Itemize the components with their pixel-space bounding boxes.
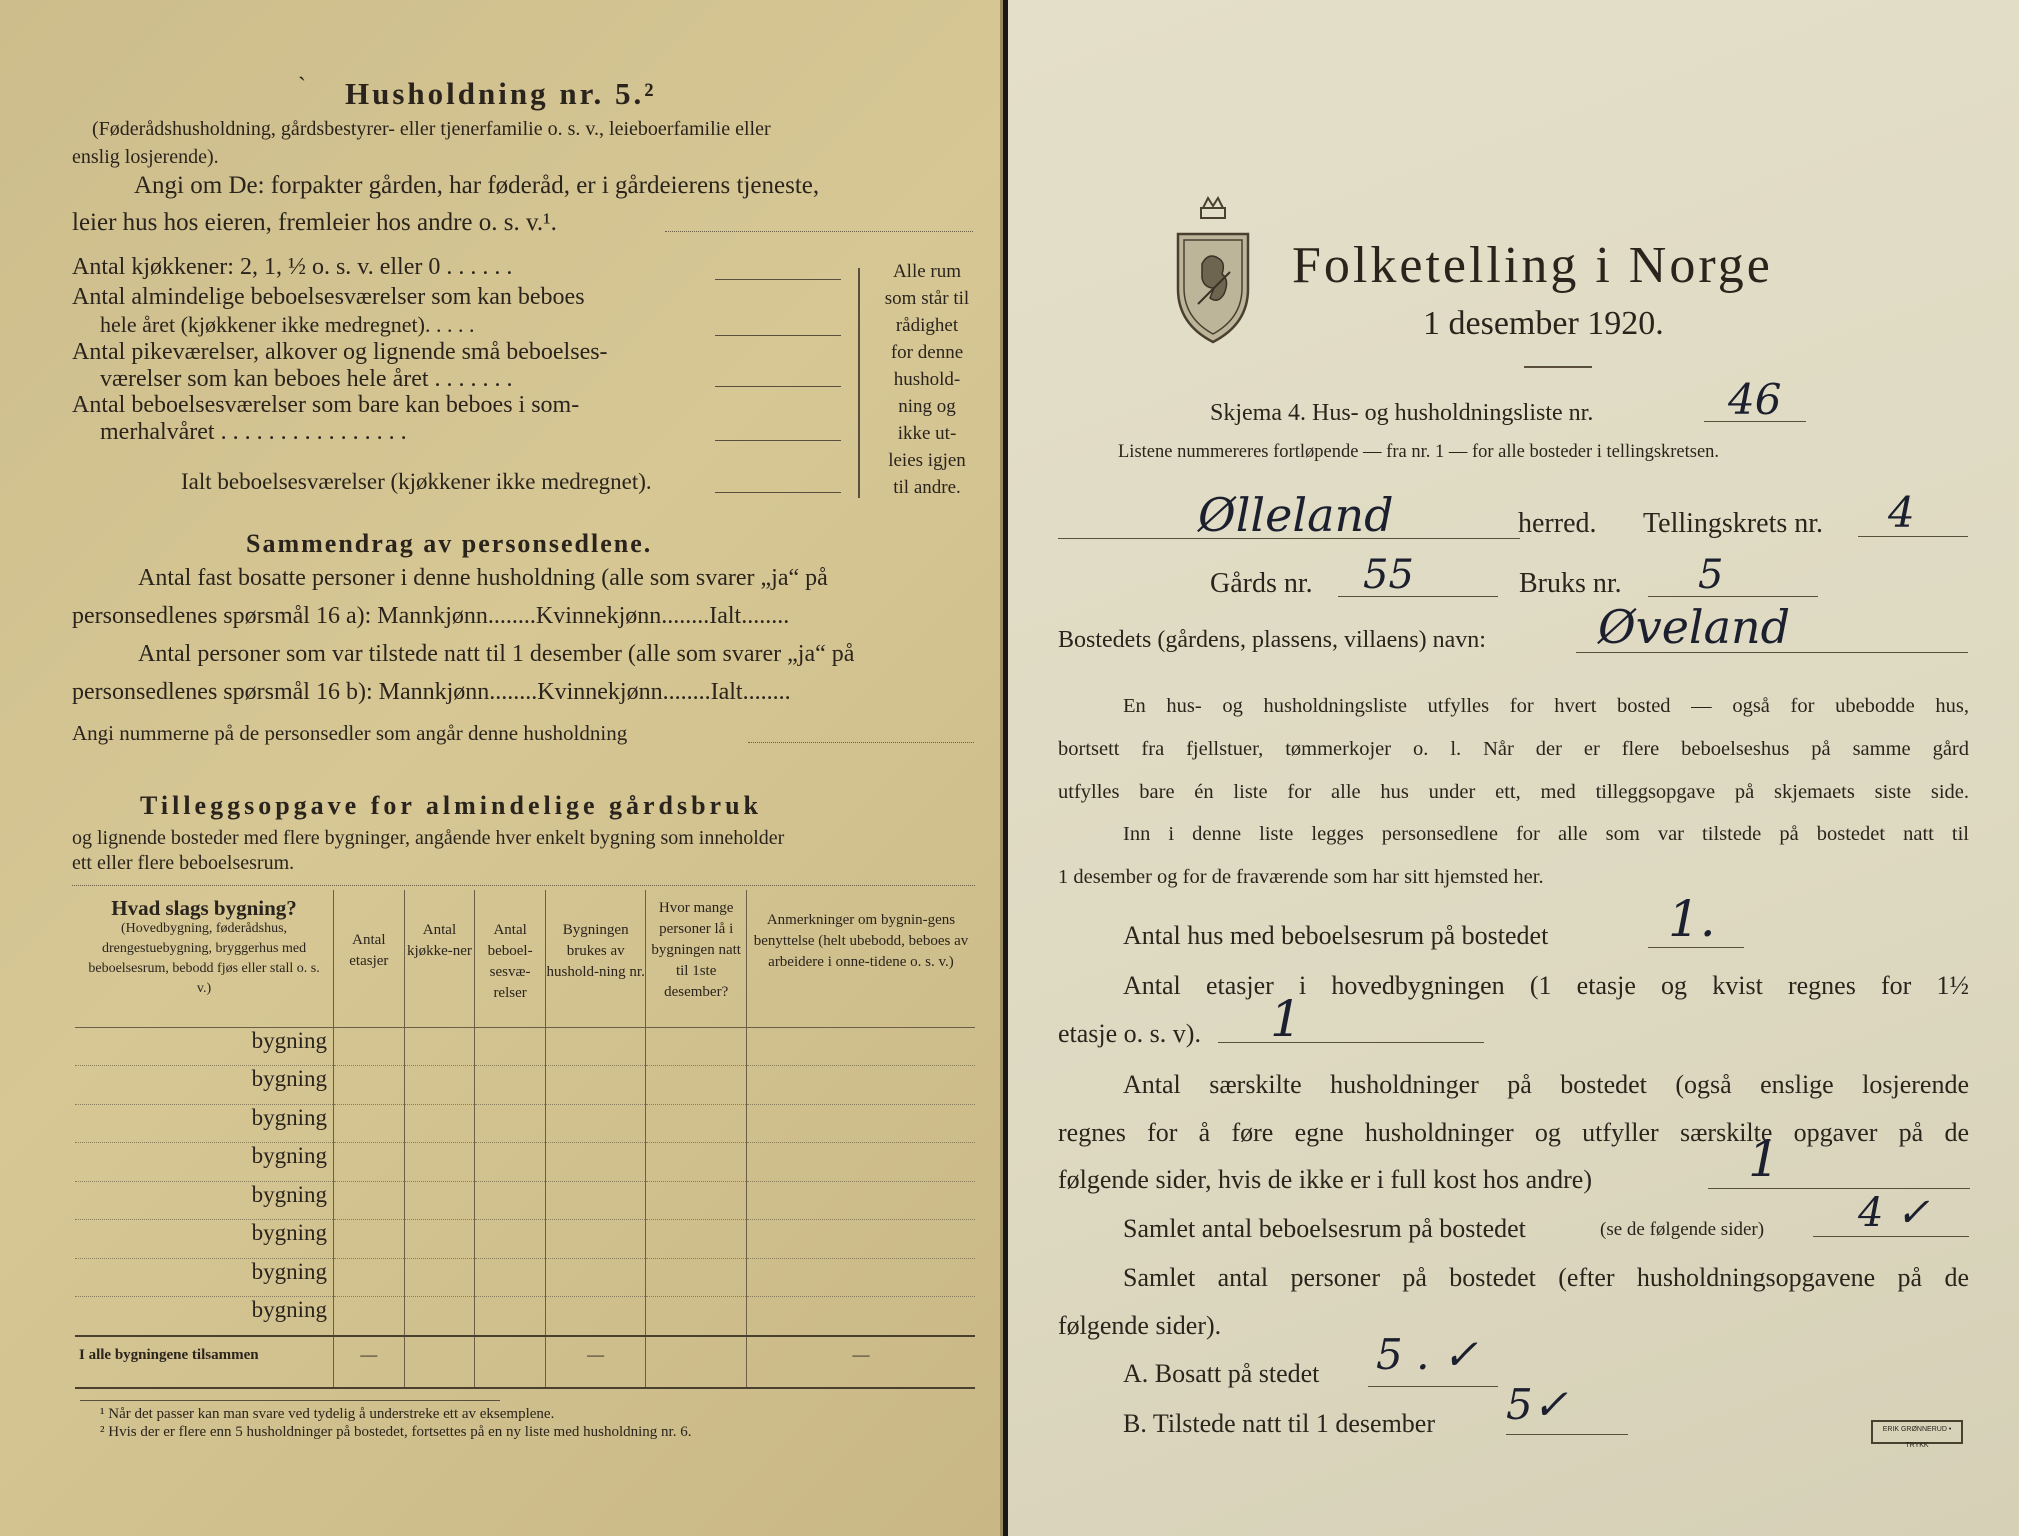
- total-dash: —: [746, 1336, 975, 1388]
- angi-fill: [665, 231, 973, 232]
- rooms-summer-2: merhalvåret . . . . . . . . . . . . . . . .: [100, 419, 407, 445]
- q-households-1: Antal særskilte husholdninger på bostedet (også enslige losjerende: [1123, 1070, 1969, 1099]
- col-building-type: [75, 890, 334, 1027]
- table-row: [75, 1104, 975, 1143]
- herred-label: herred.: [1518, 508, 1597, 539]
- q-present: B. Tilstede natt til 1 desember: [1123, 1409, 1435, 1438]
- table-row: [75, 1297, 975, 1336]
- footnote-2: ² Hvis der er flere enn 5 husholdninger på bostedet, fortsettes på en ny liste med husholdning nr. 6.: [100, 1424, 692, 1440]
- row-label: bygning: [75, 1220, 334, 1259]
- summary-title: Sammendrag av personsedlene.: [246, 529, 653, 558]
- side-note-line: leies igjen: [888, 450, 966, 471]
- row-label: bygning: [75, 1143, 334, 1182]
- printer-stamp: ERIK GRØNNERUD • TRYKK: [1871, 1420, 1963, 1444]
- table-row: [75, 1066, 975, 1105]
- row-label: bygning: [75, 1066, 334, 1105]
- supplement-rule: [72, 885, 975, 886]
- table-row: [75, 1143, 975, 1182]
- table-total-row: [75, 1336, 975, 1388]
- gards-label: Gårds nr.: [1210, 568, 1313, 599]
- q-households-2: regnes for å føre egne husholdninger og utfyller særskilte opgaver på de: [1058, 1118, 1969, 1147]
- q-floors-1: Antal etasjer i hovedbygningen (1 etasje og kvist regnes for 1½: [1123, 971, 1969, 1000]
- bruks-field: [1648, 596, 1818, 597]
- bruks-label: Bruks nr.: [1519, 568, 1622, 599]
- supplement-intro-1: og lignende bosteder med flere bygninger, angående hver enkelt bygning som inneholder: [72, 827, 785, 849]
- summary-line-2: personsedlenes spørsmål 16 a): Mannkjønn........Kvinnekjønn........Ialt........: [72, 603, 790, 629]
- row-label: bygning: [75, 1297, 334, 1336]
- q-resident-field: [1368, 1386, 1498, 1387]
- table-row: [75, 1258, 975, 1297]
- q-rooms-field: [1813, 1236, 1969, 1237]
- rooms-small-1: Antal pikeværelser, alkover og lignende små beboelses-: [72, 339, 608, 365]
- rooms-ordinary-2: hele året (kjøkkener ikke medregnet). . . . .: [100, 312, 475, 337]
- col-building-type-title: Hvad slags bygning?: [111, 896, 297, 920]
- household-intro-2: enslig losjerende).: [72, 146, 219, 168]
- side-note-line: til andre.: [893, 477, 961, 498]
- info-line-3: utfylles bare én liste for alle hus under ett, med tilleggsopgave på skjemaets siste side.: [1058, 781, 1969, 803]
- q-rooms-note: (se de følgende sider): [1600, 1219, 1765, 1240]
- side-note-line: ikke ut-: [897, 423, 957, 444]
- left-mark: `: [298, 74, 306, 100]
- total-dash: —: [334, 1336, 405, 1388]
- side-note-line: Alle rum: [892, 261, 962, 282]
- q-persons-2: følgende sider).: [1058, 1311, 1222, 1340]
- total-label: I alle bygningene tilsammen: [75, 1336, 334, 1388]
- q-persons-1: Samlet antal personer på bostedet (efter husholdningsopgavene på de: [1123, 1263, 1969, 1292]
- summary-numbers-fill: [748, 742, 974, 743]
- q-households-3: følgende sider, hvis de ikke er i full kost hos andre): [1058, 1165, 1592, 1194]
- side-note-line: hushold-: [893, 369, 961, 390]
- summary-line-1: Antal fast bosatte personer i denne husholdning (alle som svarer „ja“ på: [138, 565, 828, 591]
- summary-line-5: Angi nummerne på de personsedler som angår denne husholdning: [72, 721, 628, 745]
- right-page: [1008, 0, 2019, 1536]
- side-note: [872, 258, 982, 501]
- total-dash: —: [545, 1336, 646, 1388]
- row-label: bygning: [75, 1104, 334, 1143]
- schema-nr-value: 46: [1728, 375, 1782, 424]
- col-household-nr: Bygningen brukes av hushold-ning nr.: [545, 890, 646, 1027]
- col-remarks: Anmerkninger om bygnin-gens benyttelse (helt ubebodd, beboes av arbeidere i onne-tidene o. s. v.): [746, 890, 975, 1027]
- rooms-kitchens: Antal kjøkkener: 2, 1, ½ o. s. v. eller 0 . . . . . .: [72, 254, 513, 280]
- rooms-total-fill: [715, 492, 841, 493]
- angi-line-1: Angi om De: forpakter gården, har føderåd, er i gårdeierens tjeneste,: [134, 172, 820, 199]
- herred-value: Ølleland: [1198, 488, 1394, 542]
- col-persons: Hvor mange personer lå i bygningen natt til 1ste desember?: [646, 890, 747, 1027]
- info-line-1: En hus- og husholdningsliste utfylles for hvert bosted — også for ubebodde hus,: [1123, 695, 1969, 717]
- angi-line-2: leier hus hos eieren, fremleier hos andre o. s. v.¹.: [72, 209, 557, 236]
- left-page: [0, 0, 1003, 1536]
- gards-field: [1338, 596, 1498, 597]
- census-date: 1 desember 1920.: [1423, 305, 1664, 342]
- q-present-field: [1506, 1434, 1628, 1435]
- household-intro-1: (Føderådshusholdning, gårdsbestyrer- eller tjenerfamilie o. s. v., leieboerfamilie eller: [92, 118, 771, 140]
- household-title: Husholdning nr. 5.²: [345, 76, 657, 111]
- krets-label: Tellingskrets nr.: [1643, 508, 1824, 539]
- q-rooms: Samlet antal beboelsesrum på bostedet: [1123, 1214, 1526, 1243]
- info-line-4: Inn i denne liste legges personsedlene for alle som var tilstede på bostedet natt til: [1123, 823, 1969, 845]
- table-row: [75, 1220, 975, 1259]
- a-present: 5✓: [1506, 1380, 1568, 1429]
- krets-value: 4: [1888, 488, 1915, 537]
- side-note-line: som står til: [884, 288, 970, 309]
- row-label: bygning: [75, 1027, 334, 1066]
- info-line-2: bortsett fra fjellstuer, tømmerkojer o. l. Når der er flere beboelseshus på samme gård: [1058, 738, 1969, 760]
- rooms-kitchens-fill: [715, 279, 841, 280]
- schema-label: Skjema 4. Hus- og husholdningsliste nr.: [1210, 400, 1594, 426]
- side-note-line: for denne: [890, 342, 964, 363]
- q-resident: A. Bosatt på stedet: [1123, 1359, 1320, 1388]
- side-note-line: rådighet: [895, 315, 959, 336]
- rooms-summer-1: Antal beboelsesværelser som bare kan beboes i som-: [72, 392, 580, 418]
- col-rooms: Antal beboel-sesvæ-relser: [475, 890, 546, 1027]
- side-note-line: ning og: [898, 396, 956, 417]
- rooms-summer-fill: [715, 440, 841, 441]
- rooms-ordinary-1: Antal almindelige beboelsesværelser som kan beboes: [72, 284, 585, 310]
- numbering-note: Listene nummereres fortløpende — fra nr. 1 — for alle bosteder i tellingskretsen.: [1118, 442, 1720, 462]
- q-households-field: [1708, 1188, 1970, 1189]
- summary-line-3: Antal personer som var tilstede natt til 1 desember (alle som svarer „ja“ på: [138, 641, 855, 667]
- bruks-value: 5: [1698, 552, 1724, 598]
- col-building-type-sub: (Hovedbygning, føderådshus, drengestuebygning, bryggerhus med beboelsesrum, bebodd fjøs eller stall o. s. v.): [88, 921, 320, 996]
- supplement-intro-2: ett eller flere beboelsesrum.: [72, 852, 295, 874]
- footnote-1: ¹ Når det passer kan man svare ved tydelig å understreke ett av eksemplene.: [100, 1406, 555, 1422]
- info-line-5: 1 desember og for de fraværende som har sitt hjemsted her.: [1058, 866, 1544, 888]
- a-resident: 5 . ✓: [1376, 1330, 1478, 1379]
- q-houses: Antal hus med beboelsesrum på bostedet: [1123, 921, 1549, 950]
- bosted-value: Øveland: [1598, 600, 1791, 654]
- col-kitchens: Antal kjøkke-ner: [404, 890, 475, 1027]
- rooms-ordinary-fill: [715, 335, 841, 336]
- row-label: bygning: [75, 1258, 334, 1297]
- row-label: bygning: [75, 1181, 334, 1220]
- col-floors: Antal etasjer: [334, 890, 405, 1027]
- title-rule: [1524, 366, 1592, 368]
- footnote-rule: [80, 1400, 500, 1401]
- a-houses: 1.: [1668, 890, 1716, 948]
- buildings-table: [75, 890, 975, 1389]
- q-floors-2: etasje o. s. v).: [1058, 1019, 1201, 1048]
- coat-of-arms-icon: [1168, 194, 1258, 344]
- a-floors: 1: [1270, 990, 1302, 1048]
- gards-value: 55: [1363, 552, 1414, 598]
- rooms-total: Ialt beboelsesværelser (kjøkkener ikke medregnet).: [181, 469, 652, 494]
- a-rooms: 4 ✓: [1858, 1190, 1930, 1236]
- q-floors-field: [1218, 1042, 1484, 1043]
- table-row: [75, 1027, 975, 1066]
- table-row: [75, 1181, 975, 1220]
- summary-line-4: personsedlenes spørsmål 16 b): Mannkjønn........Kvinnekjønn........Ialt........: [72, 679, 791, 705]
- supplement-title: Tilleggsopgave for almindelige gårdsbruk: [140, 791, 763, 820]
- a-households: 1: [1748, 1130, 1780, 1188]
- rooms-brace: [848, 268, 860, 498]
- rooms-small-2: værelser som kan beboes hele året . . . . . . .: [100, 366, 513, 392]
- rooms-small-fill: [715, 386, 841, 387]
- bosted-label: Bostedets (gårdens, plassens, villaens) navn:: [1058, 627, 1486, 653]
- census-title: Folketelling i Norge: [1292, 237, 1773, 294]
